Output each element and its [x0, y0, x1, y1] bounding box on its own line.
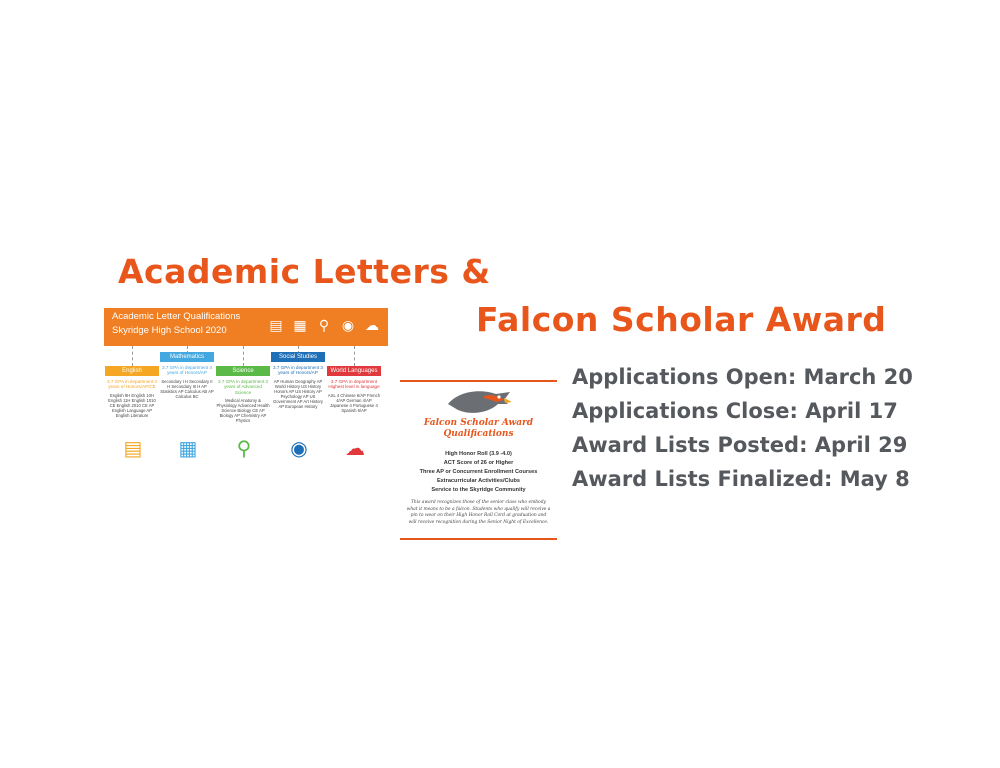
- calculator-icon: ▦: [293, 317, 307, 333]
- subject-tag: World Languages: [327, 366, 381, 376]
- infographic-header: [104, 308, 388, 346]
- subject-world-languages: [327, 366, 381, 460]
- date-applications-open: Applications Open: March 20: [572, 365, 913, 389]
- academic-letter-infographic: [104, 308, 388, 468]
- flyer-description: This award recognizes those of the senior class who embody what it means to be a falcon. Students who qualify will receive a pin to wear on their High Honor Roll Cord at graduation and will receive recognition during the Senior Night of Excellence.: [406, 500, 551, 525]
- subject-requirement: 3.7 GPA in department 4 years of Honors/AP: [162, 365, 212, 376]
- falcon-logo-icon: [444, 386, 514, 418]
- flyer-title-line-2: Qualifications: [443, 429, 514, 439]
- subject-tag: Science: [216, 366, 270, 376]
- subject-tag: English: [105, 366, 159, 376]
- speech-bubble-icon: ☁: [365, 317, 379, 333]
- subject-courses: Medical Anatomy & Physiology Advanced Health Science Biology CE AP Biology AP Chemistry AP Physics: [216, 398, 270, 424]
- list-item: Three AP or Concurrent Enrollment Courses: [419, 469, 538, 475]
- dates-list: [572, 360, 913, 496]
- subject-english: [105, 366, 159, 460]
- flyer-qualifications-list: [400, 450, 557, 495]
- subject-courses: ASL 4 Chinese 6/AP French 4/AP German 4/AP Japanese 4 Portuguese 4 Spanish 6/AP: [327, 392, 381, 413]
- list-item: High Honor Roll (3.9 -4.0): [445, 451, 512, 457]
- infographic-subtitle: Skyridge High School 2020: [112, 325, 227, 336]
- microscope-icon: ⚲: [236, 438, 252, 460]
- subject-courses: Secondary I H Secondary II H Secondary III H AP Statistics AP Calculus AB AP Calculus BC: [160, 378, 214, 399]
- globe-icon: ◉: [341, 317, 355, 333]
- subject-courses: AP Human Geography AP World History US History Honors AP US History AP Psychology AP US Government AP Art History AP European History: [273, 378, 323, 409]
- list-item: Extracurricular Activities/Clubs: [436, 478, 521, 484]
- microscope-icon: ⚲: [318, 317, 330, 333]
- calculator-icon: ▦: [178, 438, 198, 460]
- subject-tag: Social Studies: [271, 352, 325, 362]
- subject-mathematics: [160, 352, 214, 460]
- heading-line-1: Academic Letters &: [118, 252, 491, 291]
- speech-bubble-icon: ☁: [345, 438, 365, 460]
- date-award-lists-posted: Award Lists Posted: April 29: [572, 433, 908, 457]
- list-item: Service to the Skyridge Community: [431, 487, 526, 493]
- subject-tag: Mathematics: [160, 352, 214, 362]
- heading-line-2: Falcon Scholar Award: [476, 300, 887, 339]
- flyer-top-rule: [400, 380, 557, 382]
- book-icon: ▤: [123, 438, 143, 460]
- flyer-title-line-1: Falcon Scholar Award: [423, 418, 534, 428]
- flyer-bottom-rule: [400, 538, 557, 540]
- book-icon: ▤: [269, 317, 283, 333]
- flyer-title: [400, 418, 557, 440]
- subject-courses: English 9H English 10H English 11H English 1010 CE English 2010 CE AP English Language AP English Literature: [108, 392, 156, 418]
- list-item: ACT Score of 26 or Higher: [443, 460, 514, 466]
- subject-requirement: 3.7 GPA in department 4 years of Honors/AP/CE: [107, 379, 157, 390]
- falcon-scholar-flyer: [400, 380, 557, 540]
- date-applications-close: Applications Close: April 17: [572, 399, 898, 423]
- subject-requirement: 3.7 GPA in department Highest level in language: [328, 379, 380, 390]
- subject-requirement: 3.7 GPA in department 3 years of Honors/AP: [273, 365, 323, 376]
- date-award-lists-finalized: Award Lists Finalized: May 8: [572, 467, 910, 491]
- subject-requirement: 3.7 GPA in department 3 years of Advanced Science: [218, 379, 268, 395]
- infographic-title: Academic Letter Qualifications: [112, 311, 241, 322]
- subject-science: [216, 366, 270, 460]
- subject-social-studies: [271, 352, 325, 460]
- globe-icon: ◉: [290, 438, 308, 460]
